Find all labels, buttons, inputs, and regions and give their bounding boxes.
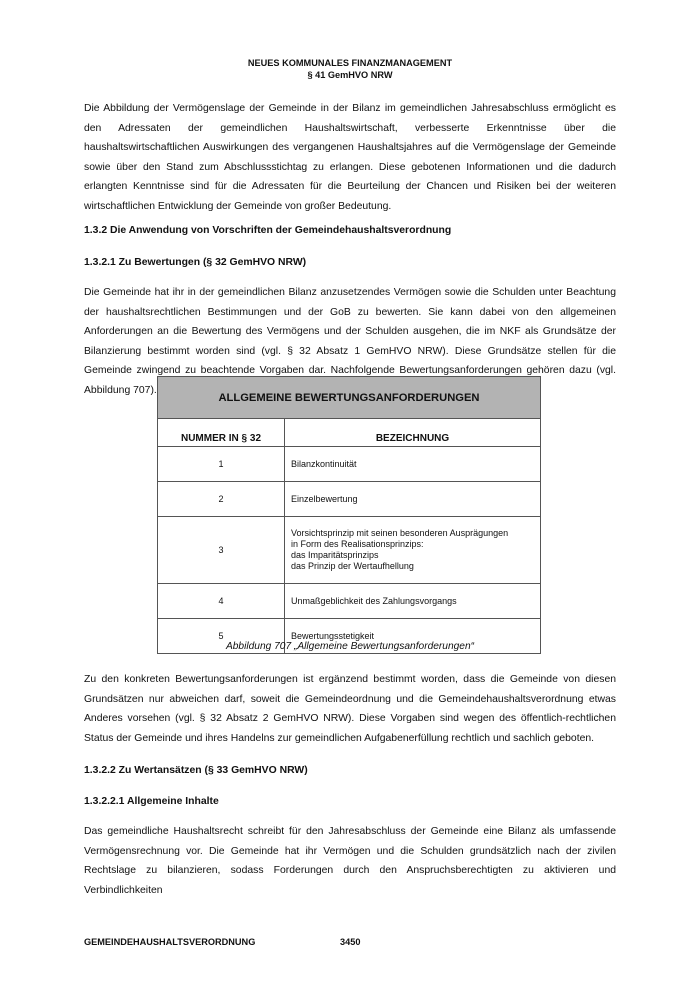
table-cell-line: das Prinzip der Wertaufhellung bbox=[291, 560, 414, 571]
table-cell-bez: Bewertungsstetigkeit bbox=[285, 619, 541, 654]
table-cell-num: 5 bbox=[158, 619, 285, 654]
table-row bbox=[158, 482, 541, 517]
table-cell-line: Vorsichtsprinzip mit seinen besonderen Ausprägungen bbox=[291, 528, 509, 539]
page-number: 3450 bbox=[340, 937, 361, 947]
header-title: NEUES KOMMUNALES FINANZMANAGEMENT bbox=[247, 58, 453, 68]
table-cell-bez: Bilanzkontinuität bbox=[285, 447, 541, 482]
table-cell-num: 3 bbox=[158, 517, 285, 584]
table-cell-bez: Einzelbewertung bbox=[285, 482, 541, 517]
heading-1-3-2-2-1: 1.3.2.2.1 Allgemeine Inhalte bbox=[84, 796, 219, 807]
table-cell-bez bbox=[285, 517, 541, 584]
table-cell-num: 1 bbox=[158, 447, 285, 482]
page-header bbox=[0, 57, 700, 81]
table-row bbox=[158, 584, 541, 619]
heading-1-3-2-2: 1.3.2.2 Zu Wertansätzen (§ 33 GemHVO NRW) bbox=[84, 765, 308, 776]
footer-title: GEMEINDEHAUSHALTSVERORDNUNG bbox=[84, 937, 256, 947]
table-cell-num: 2 bbox=[158, 482, 285, 517]
table-title: ALLGEMEINE BEWERTUNGSANFORDERUNGEN bbox=[158, 377, 541, 419]
paragraph-allgemeine-inhalte: Das gemeindliche Haushaltsrecht schreibt für den Jahresabschluss der Gemeinde eine Bilanz als umfassende Vermögensrechnung vor. Die Gemeinde hat ihr Vermögen und die Schulden grundsätzlich nach der zivilen Rechtslage zu bilanzieren, sodass Forderungen durch den Anspruchsberechtigten zu aktivieren und Verbindlichkeiten bbox=[84, 826, 616, 896]
paragraph-bewertungen: Die Gemeinde hat ihr in der gemeindlichen Bilanz anzusetzendes Vermögen sowie die Schulden unter Beachtung der haushaltsrechtlichen Bestimmungen und der GoB zu bewerten. Sie kann dabei von den allgemeinen Anforderungen an die Bewertung des Vermögens und der Schulden ausgehen, die im NKF als Grundsätze der Bilanzierung bestimmt worden sind (vgl. § 32 Absatz 1 GemHVO NRW). Diese Grundsätze stellen für die Gemeinde zwingend zu beachtende Vorgaben dar. Nachfolgende Bewertungsanforderungen gehören dazu (vgl. Abbildung 707). bbox=[84, 287, 616, 396]
heading-1-3-2-1: 1.3.2.1 Zu Bewertungen (§ 32 GemHVO NRW) bbox=[84, 257, 307, 268]
table-cell-line: in Form des Realisationsprinzips: bbox=[291, 539, 424, 550]
figure-caption: Abbildung 707 „Allgemeine Bewertungsanforderungen“ bbox=[225, 641, 475, 652]
table-row bbox=[158, 517, 541, 584]
table-cell-line: das Imparitätsprinzips bbox=[291, 550, 379, 560]
paragraph-abweichungen: Zu den konkreten Bewertungsanforderungen ist ergänzend bestimmt worden, dass die Gemeinde von diesen Grundsätzen nur abweichen darf, soweit die Gemeindeordnung und die Gemeindehaushaltsverordnung etwas Anderes vorsehen (vgl. § 32 Absatz 2 GemHVO NRW). Diese Vorgaben sind wegen des öffentlich-rechtlichen Status der Gemeinde und ihres Handelns zur gemeindlichen Aufgabenerfüllung rechtlich und sachlich geboten. bbox=[84, 674, 616, 744]
paragraph-intro: Die Abbildung der Vermögenslage der Gemeinde in der Bilanz im gemeindlichen Jahresabschluss ermöglicht es den Adressaten der gemeindlichen Haushaltswirtschaft, verbesserte Erkenntnisse über die haushaltswirtschaftlichen Auswirkungen des vergangenen Haushaltsjahres auf die Vermögenslage der Gemeinde sowie über den Stand zum Abschlussstichtag zu erlangen. Diese gebotenen Informationen und die dadurch erlangten Kenntnisse sind für die Adressaten für die Beurteilung der Chancen und Risiken bei der weiteren wirtschaftlichen Entwicklung der Gemeinde von großer Bedeutung. bbox=[84, 103, 616, 212]
table-header-bezeichnung: BEZEICHNUNG bbox=[285, 419, 541, 447]
table-header-nummer: NUMMER IN § 32 bbox=[158, 419, 285, 447]
heading-1-3-2: 1.3.2 Die Anwendung von Vorschriften der Gemeindehaushaltsverordnung bbox=[84, 225, 452, 236]
table-row bbox=[158, 447, 541, 482]
table-cell-num: 4 bbox=[158, 584, 285, 619]
bewertungsanforderungen-table bbox=[157, 376, 541, 654]
table-cell-bez: Unmaßgeblichkeit des Zahlungsvorgangs bbox=[285, 584, 541, 619]
header-subtitle: § 41 GemHVO NRW bbox=[307, 70, 393, 80]
